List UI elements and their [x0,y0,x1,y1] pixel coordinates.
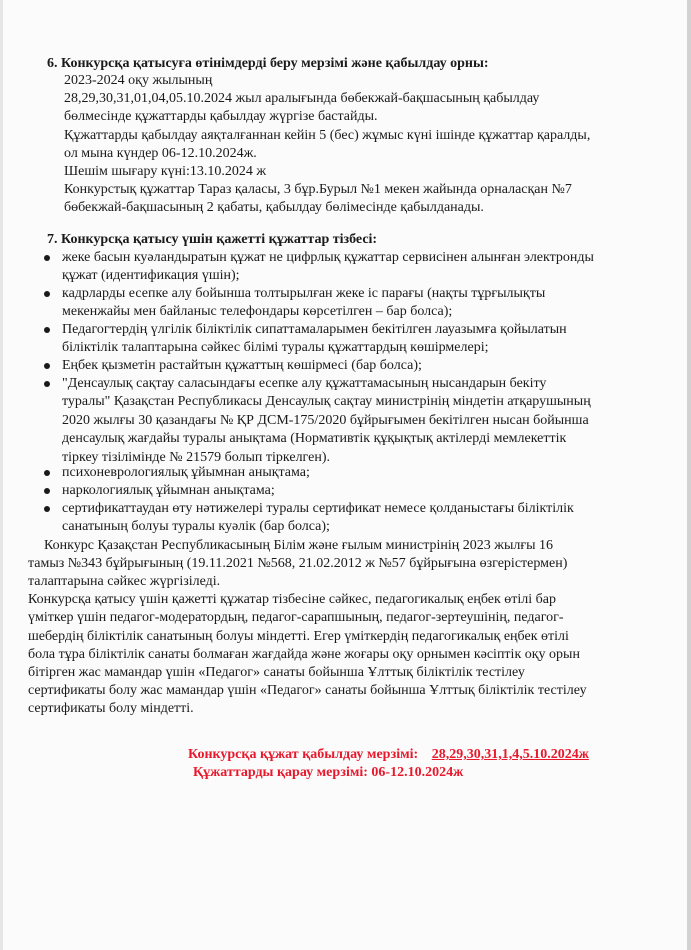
list-item-line: "Денсаулық сақтау саласындағы есепке алу құжаттамасының нысандарын бекіту [62,376,547,391]
paragraph-line: бітірген жас мамандар үшін «Педагог» санаты бойынша Ұлттық біліктілік тестілеу [28,665,525,680]
section-6-line: Конкурстық құжаттар Тараз қаласы, 3 бұр.Бурыл №1 мекен жайында орналасқан №7 [64,182,572,197]
list-item [62,375,662,467]
bullet-icon [44,506,50,512]
bullet-icon [44,255,50,261]
scan-edge-right [687,0,691,950]
paragraph-line: тамыз №343 бұйрығының (19.11.2021 №568, 21.02.2012 ж №57 бұйрығына өзгерістермен) [28,556,568,571]
submission-dates: 28,29,30,31,1,4,5.10.2024ж [431,747,589,762]
section-6-heading: 6. Конкурсқа қатысуға өтінімдерді беру мерзімі және қабылдау орны: [47,56,489,71]
section-6-line: 2023-2024 оқу жылының [64,73,213,88]
section-6-line: бөлмесінде құжаттарды қабылдау жүргізе бастайды. [64,109,378,124]
submission-label: Конкурсқа құжат қабылдау мерзімі: [188,747,419,762]
bullet-icon [44,327,50,333]
paragraph-line: бола тұра біліктілік санаты болмаған жағдайда және жоғары оқу орнымен кәсіптік оқу орын [28,647,580,662]
paragraph-line: шебердің біліктілік санатының болуы міндетті. Егер үміткердің педагогикалық еңбек өтілі [28,629,569,644]
list-item [62,249,662,286]
paragraph-line: сертификаты болу жас мамандар үшін «Педагог» санаты бойынша Ұлттық біліктілік тестілеу [28,683,587,698]
list-item-line: 2020 жылғы 30 қазандағы № ҚР ДСМ-175/2020 бұйрығымен бекітілген нысан бойынша [62,412,589,428]
list-item-line: туралы" Қазақстан Республикасы Денсаулық сақтау министрінің міндетін атқарушының [62,394,591,410]
list-item-line: Педагогтердің үлгілік біліктілік сипаттамаларымен бекітілген лауазымға қойылатын [62,322,567,337]
paragraph-line: үміткер үшін педагог-модератордың, педагог-сарапшының, педагог-зертеушінің, педагог- [28,610,564,625]
bullet-icon [44,381,50,387]
list-item-line: біліктілік талаптарына сәйкес білімі туралы құжаттардың көшірмелері; [62,340,489,356]
list-item [62,500,662,537]
list-item [62,321,662,358]
paragraph-line: Конкурсқа қатысу үшін қажетті құжатар тізбесіне сәйкес, педагогикалық еңбек өтілі бар [28,592,556,607]
list-item-line: жеке басын куәландыратын құжат не цифрлық құжаттар сервисінен алынған электронды [62,250,594,265]
list-item-line: Еңбек қызметін растайтын құжаттың көшірмесі (бар болса); [62,358,422,373]
scan-edge-left [0,0,3,950]
submission-period [188,746,589,764]
list-item-line: психоневрологиялық ұйымнан анықтама; [62,465,310,480]
list-item-line: санатының болуы туралы куәлік (бар болса); [62,519,330,535]
paragraph-line: талаптарына сәйкес жүргізіледі. [28,574,221,589]
review-period: Құжаттарды қарау мерзімі: 06-12.10.2024ж [193,765,464,780]
paragraph-line: сертификаты болу міндетті. [28,701,194,716]
list-item-line: наркологиялық ұйымнан анықтама; [62,483,275,498]
section-6-line: бөбекжай-бақшасының 2 қабаты, қабылдау бөлімесінде қабылданады. [64,200,484,215]
list-item-line: денсаулық жағдайы туралы анықтама (Нормативтік құқықтық актілерді мемлекеттік [62,431,567,447]
list-item-line: сертификаттаудан өту нәтижелері туралы сертификат немесе қолданыстағы біліктілік [62,501,574,516]
section-6-line: ол мына күндер 06-12.10.2024ж. [64,146,257,161]
section-6-line: 28,29,30,31,01,04,05.10.2024 жыл аралығында бөбекжай-бақшасының қабылдау [64,91,540,106]
bullet-icon [44,363,50,369]
bullet-icon [44,488,50,494]
list-item [62,357,662,375]
bullet-icon [44,291,50,297]
paragraph-line: Конкурс Қазақстан Республикасының Білім және ғылым министрінің 2023 жылғы 16 [44,538,553,553]
bullet-icon [44,470,50,476]
section-6-line: Құжаттарды қабылдау аяқталғаннан кейін 5 (бес) жұмыс күні ішінде құжаттар қаралды, [64,128,591,143]
list-item [62,285,662,322]
list-item [62,482,662,500]
list-item-line: құжат (идентификация үшін); [62,268,240,284]
list-item-line: мекенжайы мен байланыс телефондары көрсетілген – бар болса); [62,304,453,320]
section-6-line: Шешім шығару күні:13.10.2024 ж [64,164,267,179]
section-7-heading: 7. Конкурсқа қатысу үшін қажетті құжаттар тізбесі: [47,232,378,247]
list-item [62,464,662,482]
list-item-line: тіркеу тізілімінде № 21579 болып тіркелген). [62,449,330,465]
list-item-line: кадрларды есепке алу бойынша толтырылған жеке іс парағы (нақты тұрғылықты [62,286,546,301]
